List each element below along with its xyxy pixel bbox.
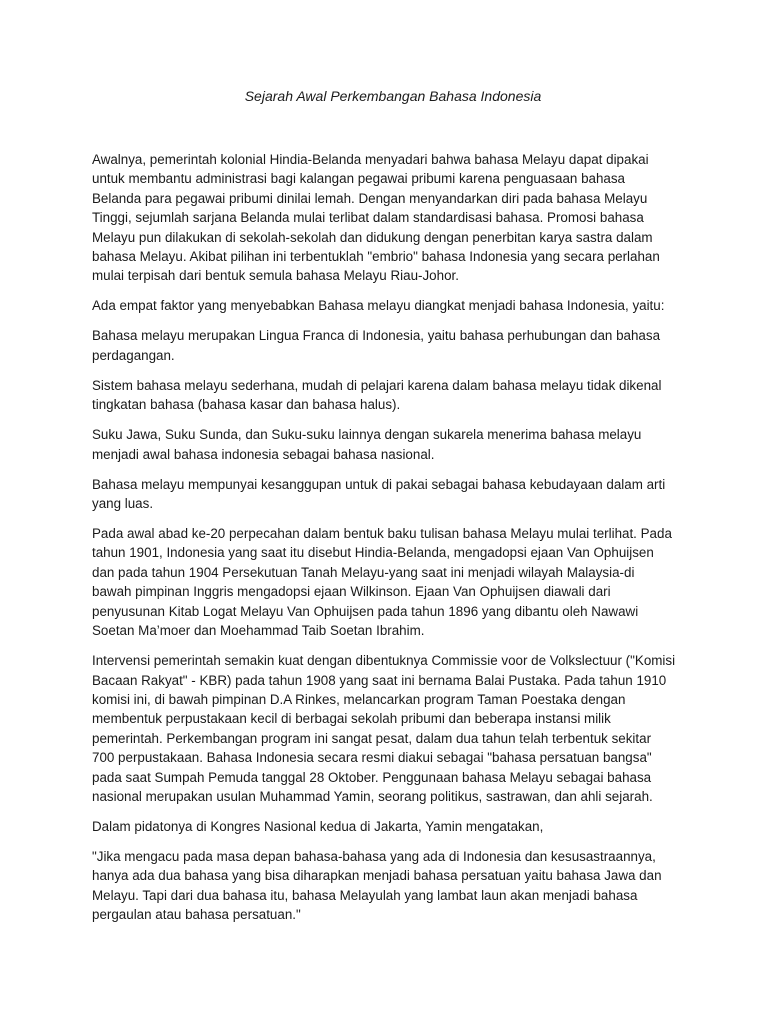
paragraph-factor-ethnic-acceptance: Suku Jawa, Suku Sunda, dan Suku-suku lainnya dengan sukarela menerima bahasa melayu menjadi awal bahasa indonesia sebagai bahasa nasional. [92,427,642,462]
paragraph-government-intervention: Intervensi pemerintah semakin kuat dengan dibentuknya Commissie voor de Volkslectuur ("Komisi Bacaan Rakyat" - KBR) pada tahun 1908 yang saat ini bernama Balai Pustaka. Pada tahun 1910 komisi ini, di bawah pimpinan D.A Rinkes, melancarkan program Taman Poestaka dengan membentuk perpustakaan kecil di berbagai sekolah pribumi dan beberapa instansi milik pemerintah. Perkembangan program ini sangat pesat, dalam dua tahun telah terbentuk sekitar 700 perpustakaan. Bahasa Indonesia secara resmi diakui sebagai "bahasa persatuan bangsa" pada saat Sumpah Pemuda tanggal 28 Oktober. Penggunaan bahasa Melayu sebagai bahasa nasional merupakan usulan Muhammad Yamin, seorang politikus, sastrawan, dan ahli sejarah. [92,653,676,804]
paragraph-spelling-history: Pada awal abad ke-20 perpecahan dalam bentuk baku tulisan bahasa Melayu mulai terlihat. Pada tahun 1901, Indonesia yang saat itu disebut Hindia-Belanda, mengadopsi ejaan Van Ophuijsen dan pada tahun 1904 Persekutuan Tanah Melayu-yang saat ini menjadi wilayah Malaysia-di bawah pimpinan Inggris mengadopsi ejaan Wilkinson. Ejaan Van Ophuijsen diawali dari penyusunan Kitab Logat Melayu Van Ophuijsen pada tahun 1896 yang dibantu oleh Nawawi Soetan Ma’moer dan Moehammad Taib Soetan Ibrahim. [92,526,672,639]
paragraph-yamin-quote: "Jika mengacu pada masa depan bahasa-bahasa yang ada di Indonesia dan kesusastraannya, hanya ada dua bahasa yang bisa diharapkan menjadi bahasa persatuan yaitu bahasa Jawa dan Melayu. Tapi dari dua bahasa itu, bahasa Melayulah yang lambat laun akan menjadi bahasa pergaulan atau bahasa persatuan." [92,848,662,923]
paragraph-factor-culture-language: Bahasa melayu mempunyai kesanggupan untuk di pakai sebagai bahasa kebudayaan dalam arti yang luas. [92,476,666,512]
paragraph-factor-simple-system: Sistem bahasa melayu sederhana, mudah di pelajari karena dalam bahasa melayu tidak dikenal tingkatan bahasa (bahasa kasar dan bahasa halus). [92,377,662,413]
paragraph-intro: Awalnya, pemerintah kolonial Hindia-Belanda menyadari bahwa bahasa Melayu dapat dipakai untuk membantu administrasi bagi kalangan pegawai pribumi karena penguasaan bahasa Belanda para pegawai pribumi dinilai lemah. Dengan menyandarkan diri pada bahasa Melayu Tinggi, sejumlah sarjana Belanda mulai terlibat dalam standardisasi bahasa. Promosi bahasa Melayu pun dilakukan di sekolah-sekolah dan didukung dengan penerbitan karya sastra dalam bahasa Melayu. Akibat pilihan ini terbentuklah "embrio" bahasa Indonesia yang secara perlahan mulai terpisah dari bentuk semula bahasa Melayu Riau-Johor. [92,152,660,284]
paragraph-yamin-speech-lead: Dalam pidatonya di Kongres Nasional kedua di Jakarta, Yamin mengatakan, [92,818,544,834]
document-title: Sejarah Awal Perkembangan Bahasa Indonesia [244,88,542,104]
document-page [92,86,676,935]
paragraph-four-factors-lead: Ada empat faktor yang menyebabkan Bahasa melayu diangkat menjadi bahasa Indonesia, yaitu: [92,298,665,314]
paragraph-factor-lingua-franca: Bahasa melayu merupakan Lingua Franca di Indonesia, yaitu bahasa perhubungan dan bahasa perdagangan. [92,328,661,363]
